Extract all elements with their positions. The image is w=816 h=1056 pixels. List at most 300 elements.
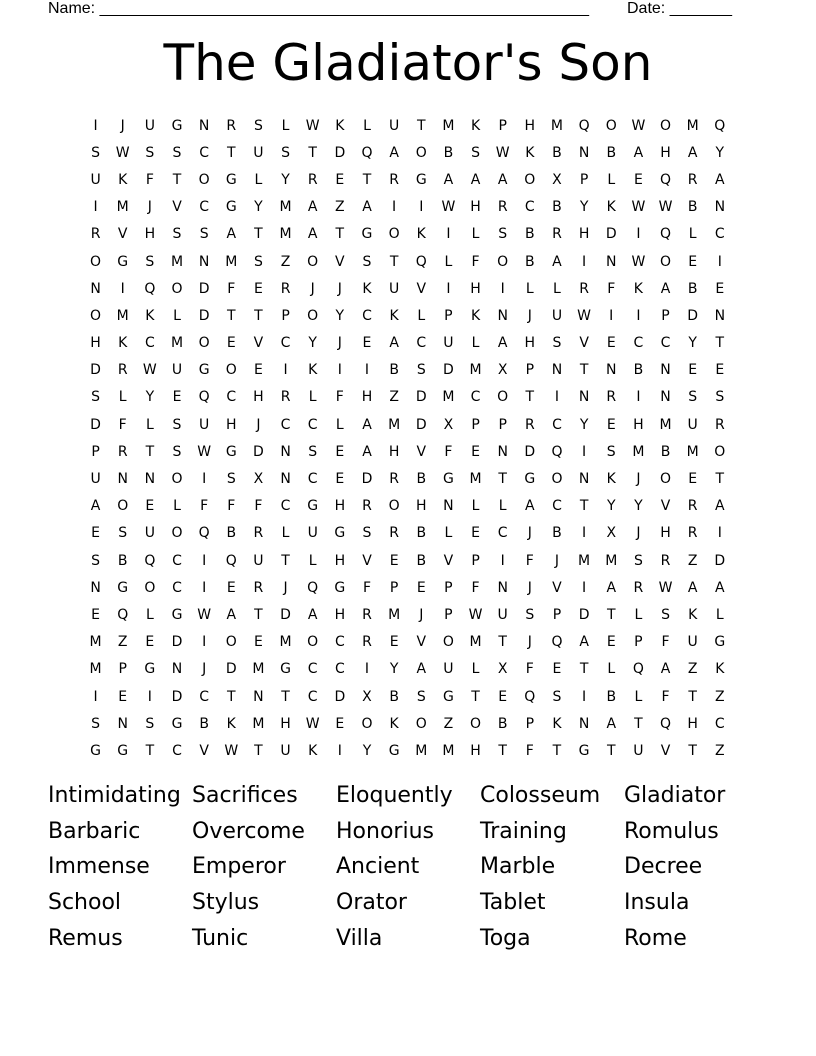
grid-letter: D — [90, 362, 101, 379]
word-list-item: Emperor — [192, 854, 286, 880]
grid-letter: G — [225, 199, 237, 216]
grid-letter: I — [582, 443, 587, 460]
grid-letter: S — [145, 144, 155, 161]
grid-letter: Q — [551, 634, 563, 651]
grid-letter: Q — [551, 443, 563, 460]
grid-letter: R — [687, 525, 698, 542]
word-list-item: Intimidating — [48, 783, 181, 809]
grid-letter: L — [471, 335, 480, 352]
grid-letter: R — [226, 117, 237, 134]
grid-letter: S — [606, 443, 616, 460]
grid-letter: E — [389, 634, 399, 651]
word-list-item: Stylus — [192, 890, 260, 916]
grid-letter: B — [633, 362, 644, 379]
grid-letter: H — [633, 416, 644, 433]
grid-letter: E — [335, 171, 345, 188]
grid-letter: A — [715, 171, 725, 188]
grid-letter: I — [392, 199, 397, 216]
grid-letter: E — [253, 362, 263, 379]
grid-letter: P — [389, 579, 399, 596]
grid-letter: N — [660, 362, 671, 379]
grid-letter: G — [198, 362, 210, 379]
grid-letter: X — [497, 661, 508, 678]
grid-letter: O — [660, 471, 672, 488]
grid-letter: T — [579, 661, 589, 678]
grid-letter: O — [497, 389, 509, 406]
grid-letter: U — [687, 634, 698, 651]
grid-letter: R — [253, 579, 264, 596]
grid-letter: T — [688, 742, 697, 759]
grid-letter: E — [172, 389, 182, 406]
grid-letter: E — [606, 416, 616, 433]
grid-letter: H — [280, 715, 291, 732]
grid-letter: K — [389, 307, 399, 324]
grid-letter: R — [253, 525, 264, 542]
word-list — [48, 778, 768, 956]
grid-letter: A — [552, 253, 562, 270]
grid-letter: U — [497, 606, 508, 623]
grid-letter: R — [362, 606, 372, 623]
grid-letter: W — [441, 199, 456, 216]
grid-letter: O — [415, 715, 427, 732]
grid-letter: J — [283, 579, 288, 596]
grid-letter: T — [606, 742, 616, 759]
grid-letter: P — [525, 715, 535, 732]
grid-letter: G — [334, 525, 346, 542]
grid-letter: I — [337, 742, 342, 759]
grid-letter: A — [660, 661, 671, 678]
grid-letter: O — [225, 362, 237, 379]
grid-letter: Y — [308, 335, 317, 352]
grid-letter: J — [310, 280, 315, 297]
grid-letter: E — [145, 634, 155, 651]
word-list-item: Ancient — [336, 854, 420, 880]
grid-letter: S — [362, 253, 372, 270]
grid-letter: U — [633, 742, 644, 759]
grid-letter: U — [443, 335, 454, 352]
grid-letter: T — [226, 688, 236, 705]
grid-letter: W — [115, 144, 130, 161]
grid-letter: S — [416, 362, 426, 379]
grid-letter: G — [442, 471, 454, 488]
name-field-label: Name: _______________________________________________________ — [48, 0, 589, 17]
grid-letter: D — [578, 606, 590, 623]
grid-letter: I — [554, 389, 560, 406]
grid-letter: X — [362, 688, 372, 705]
grid-letter: E — [715, 362, 725, 379]
grid-letter: Q — [660, 715, 672, 732]
grid-letter: D — [171, 688, 183, 705]
grid-letter: Y — [688, 335, 697, 352]
grid-letter: T — [498, 634, 507, 651]
grid-letter: B — [525, 226, 535, 243]
grid-letter: M — [252, 661, 265, 678]
grid-letter: F — [254, 498, 263, 515]
grid-letter: E — [362, 335, 372, 352]
grid-letter: L — [498, 498, 507, 515]
grid-letter: C — [307, 471, 318, 488]
grid-letter: M — [279, 199, 292, 216]
grid-letter: A — [470, 171, 481, 188]
grid-letter: L — [335, 416, 344, 433]
grid-letter: C — [199, 144, 210, 161]
grid-letter: L — [471, 498, 480, 515]
grid-letter: Q — [361, 144, 373, 161]
grid-letter: J — [147, 199, 152, 216]
grid-letter: Q — [225, 552, 237, 569]
grid-letter: M — [442, 742, 455, 759]
grid-letter: V — [117, 226, 128, 243]
grid-letter: V — [660, 498, 671, 515]
grid-letter: O — [497, 253, 509, 270]
grid-letter: O — [307, 307, 319, 324]
grid-letter: W — [142, 362, 157, 379]
grid-letter: I — [419, 199, 424, 216]
grid-letter: H — [334, 606, 346, 623]
grid-letter: P — [91, 443, 100, 460]
grid-letter: E — [335, 443, 345, 460]
grid-letter: H — [660, 525, 671, 542]
grid-letter: J — [256, 416, 261, 433]
grid-letter: M — [116, 199, 129, 216]
grid-letter: R — [687, 498, 698, 515]
grid-letter: C — [172, 552, 182, 569]
grid-letter: V — [579, 335, 589, 352]
grid-row — [82, 194, 734, 221]
grid-letter: U — [307, 525, 318, 542]
grid-letter: F — [471, 579, 480, 596]
grid-letter: B — [117, 552, 128, 569]
grid-letter: L — [444, 525, 453, 542]
grid-letter: M — [442, 117, 455, 134]
grid-letter: T — [715, 471, 725, 488]
grid-letter: D — [415, 416, 427, 433]
grid-letter: I — [636, 226, 641, 243]
grid-letter: N — [714, 307, 726, 324]
grid-letter: C — [416, 335, 427, 352]
grid-letter: B — [416, 525, 427, 542]
grid-letter: S — [498, 226, 508, 243]
grid-letter: O — [198, 335, 210, 352]
grid-letter: B — [687, 280, 698, 297]
grid-letter: M — [686, 443, 699, 460]
grid-letter: N — [578, 144, 590, 161]
grid-letter: T — [145, 742, 155, 759]
grid-letter: U — [90, 471, 101, 488]
grid-letter: U — [388, 117, 400, 134]
grid-letter: Q — [117, 606, 129, 623]
grid-letter: A — [606, 579, 617, 596]
grid-letter: Z — [280, 253, 291, 270]
grid-letter: P — [444, 307, 453, 324]
grid-letter: A — [715, 579, 725, 596]
grid-letter: F — [145, 171, 154, 188]
grid-letter: Z — [335, 199, 345, 216]
grid-letter: G — [578, 742, 590, 759]
grid-letter: L — [634, 688, 643, 705]
grid-letter: D — [714, 552, 726, 569]
grid-letter: N — [198, 253, 210, 270]
word-list-item: Training — [480, 818, 567, 844]
grid-letter: P — [579, 171, 589, 188]
grid-letter: C — [660, 335, 671, 352]
grid-letter: O — [361, 715, 373, 732]
grid-letter: L — [145, 416, 154, 433]
word-list-item: Immense — [48, 854, 150, 880]
grid-letter: T — [172, 171, 182, 188]
grid-letter: T — [254, 606, 263, 623]
grid-letter: E — [688, 253, 698, 270]
grid-letter: S — [688, 389, 698, 406]
grid-letter: R — [362, 498, 372, 515]
grid-row — [82, 465, 734, 492]
grid-letter: T — [579, 498, 589, 515]
grid-letter: E — [226, 335, 236, 352]
grid-letter: V — [416, 634, 427, 651]
grid-letter: S — [91, 389, 101, 406]
grid-letter: N — [606, 253, 617, 270]
grid-letter: C — [714, 715, 725, 732]
grid-letter: K — [470, 117, 481, 134]
grid-letter: B — [389, 362, 399, 379]
grid-letter: I — [202, 471, 207, 488]
grid-letter: E — [715, 280, 725, 297]
grid-letter: L — [173, 307, 181, 324]
grid-letter: K — [688, 606, 698, 623]
grid-letter: A — [307, 606, 318, 623]
grid-letter: F — [227, 280, 236, 297]
grid-letter: C — [524, 199, 535, 216]
date-field-label: Date: _______ — [627, 0, 732, 17]
grid-letter: S — [118, 525, 128, 542]
grid-letter: O — [171, 471, 183, 488]
grid-letter: W — [631, 117, 646, 134]
grid-letter: L — [254, 171, 263, 188]
grid-letter: C — [307, 416, 318, 433]
grid-letter: H — [470, 280, 481, 297]
grid-letter: H — [687, 715, 698, 732]
grid-letter: R — [497, 199, 508, 216]
grid-letter: N — [606, 362, 617, 379]
grid-letter: C — [470, 389, 481, 406]
grid-letter: S — [226, 471, 236, 488]
grid-letter: R — [90, 226, 101, 243]
grid-letter: O — [90, 253, 102, 270]
grid-letter: S — [416, 688, 426, 705]
grid-letter: Y — [281, 171, 290, 188]
grid-letter: R — [117, 362, 128, 379]
grid-letter: M — [469, 634, 482, 651]
grid-letter: H — [90, 335, 101, 352]
grid-letter: Y — [715, 144, 725, 161]
grid-letter: T — [416, 117, 426, 134]
grid-letter: G — [117, 579, 129, 596]
grid-letter: C — [552, 498, 562, 515]
grid-letter: J — [120, 117, 125, 134]
grid-letter: C — [280, 416, 291, 433]
grid-letter: E — [471, 525, 480, 542]
grid-letter: H — [226, 416, 237, 433]
grid-row — [82, 221, 734, 248]
grid-letter: G — [714, 634, 726, 651]
grid-letter: Q — [415, 253, 427, 270]
grid-letter: D — [443, 362, 454, 379]
grid-letter: R — [579, 280, 589, 297]
grid-letter: M — [279, 634, 292, 651]
grid-letter: N — [117, 471, 128, 488]
word-list-item: Rome — [624, 925, 687, 951]
grid-letter: W — [658, 199, 673, 216]
grid-letter: A — [226, 606, 237, 623]
grid-row — [82, 493, 734, 520]
grid-letter: A — [389, 144, 399, 161]
grid-letter: S — [253, 117, 263, 134]
grid-letter: W — [658, 579, 673, 596]
grid-letter: U — [253, 144, 264, 161]
grid-letter: M — [415, 742, 428, 759]
grid-letter: U — [443, 661, 454, 678]
grid-letter: N — [497, 307, 508, 324]
word-list-item: Honorius — [336, 818, 434, 844]
grid-letter: R — [714, 416, 725, 433]
grid-letter: T — [634, 715, 643, 732]
grid-letter: M — [550, 117, 563, 134]
grid-letter: A — [362, 416, 372, 433]
grid-letter: B — [552, 199, 562, 216]
grid-letter: Y — [606, 498, 616, 515]
grid-letter: V — [362, 552, 372, 569]
grid-letter: S — [308, 443, 318, 460]
grid-letter: I — [283, 362, 288, 379]
grid-letter: L — [444, 253, 453, 270]
grid-letter: Y — [335, 307, 345, 324]
grid-letter: L — [281, 525, 290, 542]
grid-letter: W — [197, 606, 212, 623]
grid-letter: B — [525, 253, 535, 270]
grid-letter: A — [497, 335, 508, 352]
grid-letter: M — [388, 606, 401, 623]
grid-letter: I — [364, 661, 370, 678]
grid-letter: M — [89, 634, 102, 651]
grid-letter: U — [199, 416, 210, 433]
grid-letter: F — [525, 552, 534, 569]
grid-letter: D — [171, 634, 183, 651]
grid-letter: R — [280, 389, 291, 406]
grid-letter: Y — [579, 199, 589, 216]
grid-letter: N — [117, 715, 128, 732]
grid-letter: C — [334, 661, 345, 678]
grid-letter: M — [116, 307, 129, 324]
grid-letter: I — [582, 525, 587, 542]
grid-letter: N — [171, 661, 183, 678]
grid-letter: S — [91, 715, 101, 732]
grid-row — [82, 411, 734, 438]
grid-letter: E — [335, 471, 345, 488]
grid-letter: E — [91, 606, 100, 623]
grid-letter: B — [497, 715, 508, 732]
grid-letter: G — [225, 171, 237, 188]
grid-letter: J — [419, 606, 424, 623]
grid-letter: I — [364, 362, 370, 379]
grid-letter: Y — [362, 742, 372, 759]
grid-row — [82, 520, 734, 547]
word-list-item: Sacrifices — [192, 783, 298, 809]
grid-letter: I — [582, 579, 587, 596]
grid-letter: O — [660, 253, 672, 270]
grid-letter: Q — [660, 171, 672, 188]
grid-row — [82, 330, 734, 357]
grid-letter: T — [606, 606, 616, 623]
grid-letter: F — [118, 416, 127, 433]
grid-letter: F — [661, 634, 670, 651]
grid-letter: G — [388, 742, 400, 759]
grid-row — [82, 574, 734, 601]
grid-letter: F — [444, 443, 453, 460]
grid-letter: S — [471, 144, 480, 161]
grid-letter: O — [605, 117, 617, 134]
grid-letter: O — [388, 226, 400, 243]
grid-letter: L — [145, 606, 154, 623]
grid-letter: O — [198, 171, 210, 188]
grid-letter: F — [607, 280, 616, 297]
grid-letter: I — [120, 280, 125, 297]
grid-letter: W — [631, 199, 646, 216]
grid-letter: G — [442, 688, 454, 705]
grid-letter: V — [416, 443, 427, 460]
grid-letter: T — [254, 742, 263, 759]
grid-letter: H — [334, 552, 346, 569]
grid-letter: H — [524, 117, 536, 134]
grid-letter: W — [305, 117, 320, 134]
grid-letter: N — [578, 715, 590, 732]
grid-letter: O — [307, 634, 319, 651]
grid-letter: H — [578, 226, 590, 243]
grid-letter: J — [337, 335, 342, 352]
grid-letter: D — [415, 389, 427, 406]
page-title: The Gladiator's Son — [163, 34, 653, 92]
grid-letter: I — [202, 552, 207, 569]
grid-letter: I — [582, 688, 587, 705]
grid-letter: L — [308, 552, 317, 569]
grid-letter: X — [497, 362, 508, 379]
grid-row — [82, 112, 734, 139]
grid-letter: I — [93, 688, 98, 705]
grid-letter: C — [307, 661, 318, 678]
grid-letter: E — [416, 579, 426, 596]
grid-letter: T — [281, 688, 290, 705]
grid-letter: K — [470, 307, 481, 324]
grid-row — [82, 438, 734, 465]
grid-letter: M — [578, 552, 591, 569]
grid-letter: N — [253, 688, 264, 705]
grid-row — [82, 710, 734, 737]
grid-letter: V — [416, 280, 427, 297]
grid-letter: Y — [254, 199, 263, 216]
grid-row — [82, 384, 734, 411]
grid-letter: E — [606, 335, 616, 352]
grid-letter: G — [334, 579, 346, 596]
grid-letter: I — [717, 525, 722, 542]
word-list-item: Overcome — [192, 818, 305, 844]
grid-letter: K — [633, 280, 643, 297]
grid-letter: S — [633, 552, 643, 569]
grid-letter: I — [202, 579, 207, 596]
grid-letter: A — [606, 715, 617, 732]
grid-letter: S — [172, 416, 182, 433]
grid-letter: Z — [389, 389, 399, 406]
grid-letter: H — [470, 199, 481, 216]
grid-letter: L — [715, 606, 724, 623]
